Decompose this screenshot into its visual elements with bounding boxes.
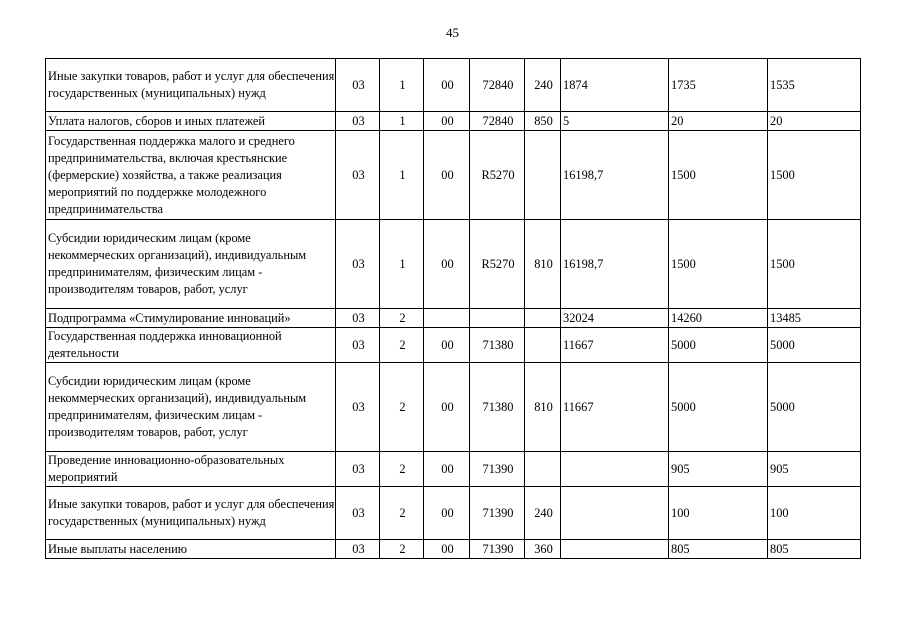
amount-year3-cell: 1500 bbox=[768, 220, 861, 309]
table-row bbox=[46, 220, 861, 309]
subprogram-code-cell: 1 bbox=[380, 220, 424, 309]
row-name-cell: Субсидии юридическим лицам (кроме некоммерческих организаций), индивидуальным предпринимателям, физическим лицам - производителям товаров, работ, услуг bbox=[46, 363, 336, 452]
table-row bbox=[46, 328, 861, 363]
amount-year1-cell: 1874 bbox=[561, 59, 669, 112]
direction-code-cell: R5270 bbox=[470, 220, 525, 309]
table-row bbox=[46, 112, 861, 131]
section-code-cell: 03 bbox=[336, 220, 380, 309]
table-row bbox=[46, 363, 861, 452]
amount-year3-cell: 1535 bbox=[768, 59, 861, 112]
row-name-cell: Иные закупки товаров, работ и услуг для обеспечения государственных (муниципальных) нужд bbox=[46, 59, 336, 112]
direction-code-cell: 71390 bbox=[470, 452, 525, 487]
amount-year3-cell: 100 bbox=[768, 487, 861, 540]
row-name-cell: Субсидии юридическим лицам (кроме некоммерческих организаций), индивидуальным предпринимателям, физическим лицам - производителям товаров, работ, услуг bbox=[46, 220, 336, 309]
main-event-code-cell: 00 bbox=[424, 131, 470, 220]
subprogram-code-cell: 2 bbox=[380, 328, 424, 363]
amount-year2-cell: 5000 bbox=[669, 328, 768, 363]
row-name-cell: Государственная поддержка инновационной деятельности bbox=[46, 328, 336, 363]
main-event-code-cell: 00 bbox=[424, 112, 470, 131]
amount-year1-cell: 11667 bbox=[561, 328, 669, 363]
main-event-code-cell: 00 bbox=[424, 328, 470, 363]
subprogram-code-cell: 2 bbox=[380, 309, 424, 328]
expense-type-cell bbox=[525, 131, 561, 220]
amount-year3-cell: 1500 bbox=[768, 131, 861, 220]
amount-year1-cell: 5 bbox=[561, 112, 669, 131]
amount-year1-cell: 11667 bbox=[561, 363, 669, 452]
expense-type-cell: 810 bbox=[525, 363, 561, 452]
subprogram-code-cell: 1 bbox=[380, 131, 424, 220]
section-code-cell: 03 bbox=[336, 540, 380, 559]
expense-type-cell: 240 bbox=[525, 59, 561, 112]
amount-year1-cell: 32024 bbox=[561, 309, 669, 328]
amount-year3-cell: 805 bbox=[768, 540, 861, 559]
table-row bbox=[46, 540, 861, 559]
section-code-cell: 03 bbox=[336, 112, 380, 131]
section-code-cell: 03 bbox=[336, 452, 380, 487]
table-row bbox=[46, 309, 861, 328]
main-event-code-cell: 00 bbox=[424, 487, 470, 540]
table-row bbox=[46, 452, 861, 487]
expense-type-cell bbox=[525, 328, 561, 363]
amount-year3-cell: 13485 bbox=[768, 309, 861, 328]
amount-year3-cell: 5000 bbox=[768, 328, 861, 363]
expense-type-cell: 240 bbox=[525, 487, 561, 540]
amount-year2-cell: 5000 bbox=[669, 363, 768, 452]
amount-year1-cell bbox=[561, 452, 669, 487]
expense-type-cell: 850 bbox=[525, 112, 561, 131]
main-event-code-cell: 00 bbox=[424, 363, 470, 452]
amount-year2-cell: 1735 bbox=[669, 59, 768, 112]
amount-year2-cell: 20 bbox=[669, 112, 768, 131]
amount-year3-cell: 20 bbox=[768, 112, 861, 131]
main-event-code-cell: 00 bbox=[424, 540, 470, 559]
direction-code-cell bbox=[470, 309, 525, 328]
subprogram-code-cell: 2 bbox=[380, 487, 424, 540]
amount-year2-cell: 805 bbox=[669, 540, 768, 559]
direction-code-cell: R5270 bbox=[470, 131, 525, 220]
amount-year3-cell: 905 bbox=[768, 452, 861, 487]
main-event-code-cell: 00 bbox=[424, 220, 470, 309]
row-name-cell: Иные закупки товаров, работ и услуг для обеспечения государственных (муниципальных) нужд bbox=[46, 487, 336, 540]
amount-year1-cell bbox=[561, 487, 669, 540]
table-row bbox=[46, 59, 861, 112]
row-name-cell: Иные выплаты населению bbox=[46, 540, 336, 559]
main-event-code-cell: 00 bbox=[424, 59, 470, 112]
direction-code-cell: 72840 bbox=[470, 112, 525, 131]
page-number: 45 bbox=[446, 25, 459, 40]
subprogram-code-cell: 2 bbox=[380, 452, 424, 487]
budget-table bbox=[45, 58, 861, 559]
direction-code-cell: 71380 bbox=[470, 328, 525, 363]
row-name-cell: Уплата налогов, сборов и иных платежей bbox=[46, 112, 336, 131]
section-code-cell: 03 bbox=[336, 59, 380, 112]
section-code-cell: 03 bbox=[336, 309, 380, 328]
row-name-cell: Государственная поддержка малого и среднего предпринимательства, включая крестьянские (фермерские) хозяйства, а также реализация мероприятий по поддержке молодежного предпринимательства bbox=[46, 131, 336, 220]
main-event-code-cell bbox=[424, 309, 470, 328]
expense-type-cell: 810 bbox=[525, 220, 561, 309]
direction-code-cell: 72840 bbox=[470, 59, 525, 112]
expense-type-cell: 360 bbox=[525, 540, 561, 559]
amount-year2-cell: 1500 bbox=[669, 131, 768, 220]
section-code-cell: 03 bbox=[336, 131, 380, 220]
amount-year2-cell: 1500 bbox=[669, 220, 768, 309]
table-row bbox=[46, 487, 861, 540]
main-event-code-cell: 00 bbox=[424, 452, 470, 487]
expense-type-cell bbox=[525, 452, 561, 487]
subprogram-code-cell: 2 bbox=[380, 363, 424, 452]
amount-year1-cell: 16198,7 bbox=[561, 131, 669, 220]
amount-year1-cell bbox=[561, 540, 669, 559]
section-code-cell: 03 bbox=[336, 328, 380, 363]
row-name-cell: Проведение инновационно-образовательных мероприятий bbox=[46, 452, 336, 487]
amount-year2-cell: 14260 bbox=[669, 309, 768, 328]
amount-year2-cell: 905 bbox=[669, 452, 768, 487]
amount-year3-cell: 5000 bbox=[768, 363, 861, 452]
subprogram-code-cell: 1 bbox=[380, 112, 424, 131]
direction-code-cell: 71390 bbox=[470, 540, 525, 559]
section-code-cell: 03 bbox=[336, 487, 380, 540]
table-row bbox=[46, 131, 861, 220]
expense-type-cell bbox=[525, 309, 561, 328]
amount-year2-cell: 100 bbox=[669, 487, 768, 540]
direction-code-cell: 71380 bbox=[470, 363, 525, 452]
subprogram-code-cell: 2 bbox=[380, 540, 424, 559]
section-code-cell: 03 bbox=[336, 363, 380, 452]
direction-code-cell: 71390 bbox=[470, 487, 525, 540]
row-name-cell: Подпрограмма «Стимулирование инноваций» bbox=[46, 309, 336, 328]
amount-year1-cell: 16198,7 bbox=[561, 220, 669, 309]
subprogram-code-cell: 1 bbox=[380, 59, 424, 112]
